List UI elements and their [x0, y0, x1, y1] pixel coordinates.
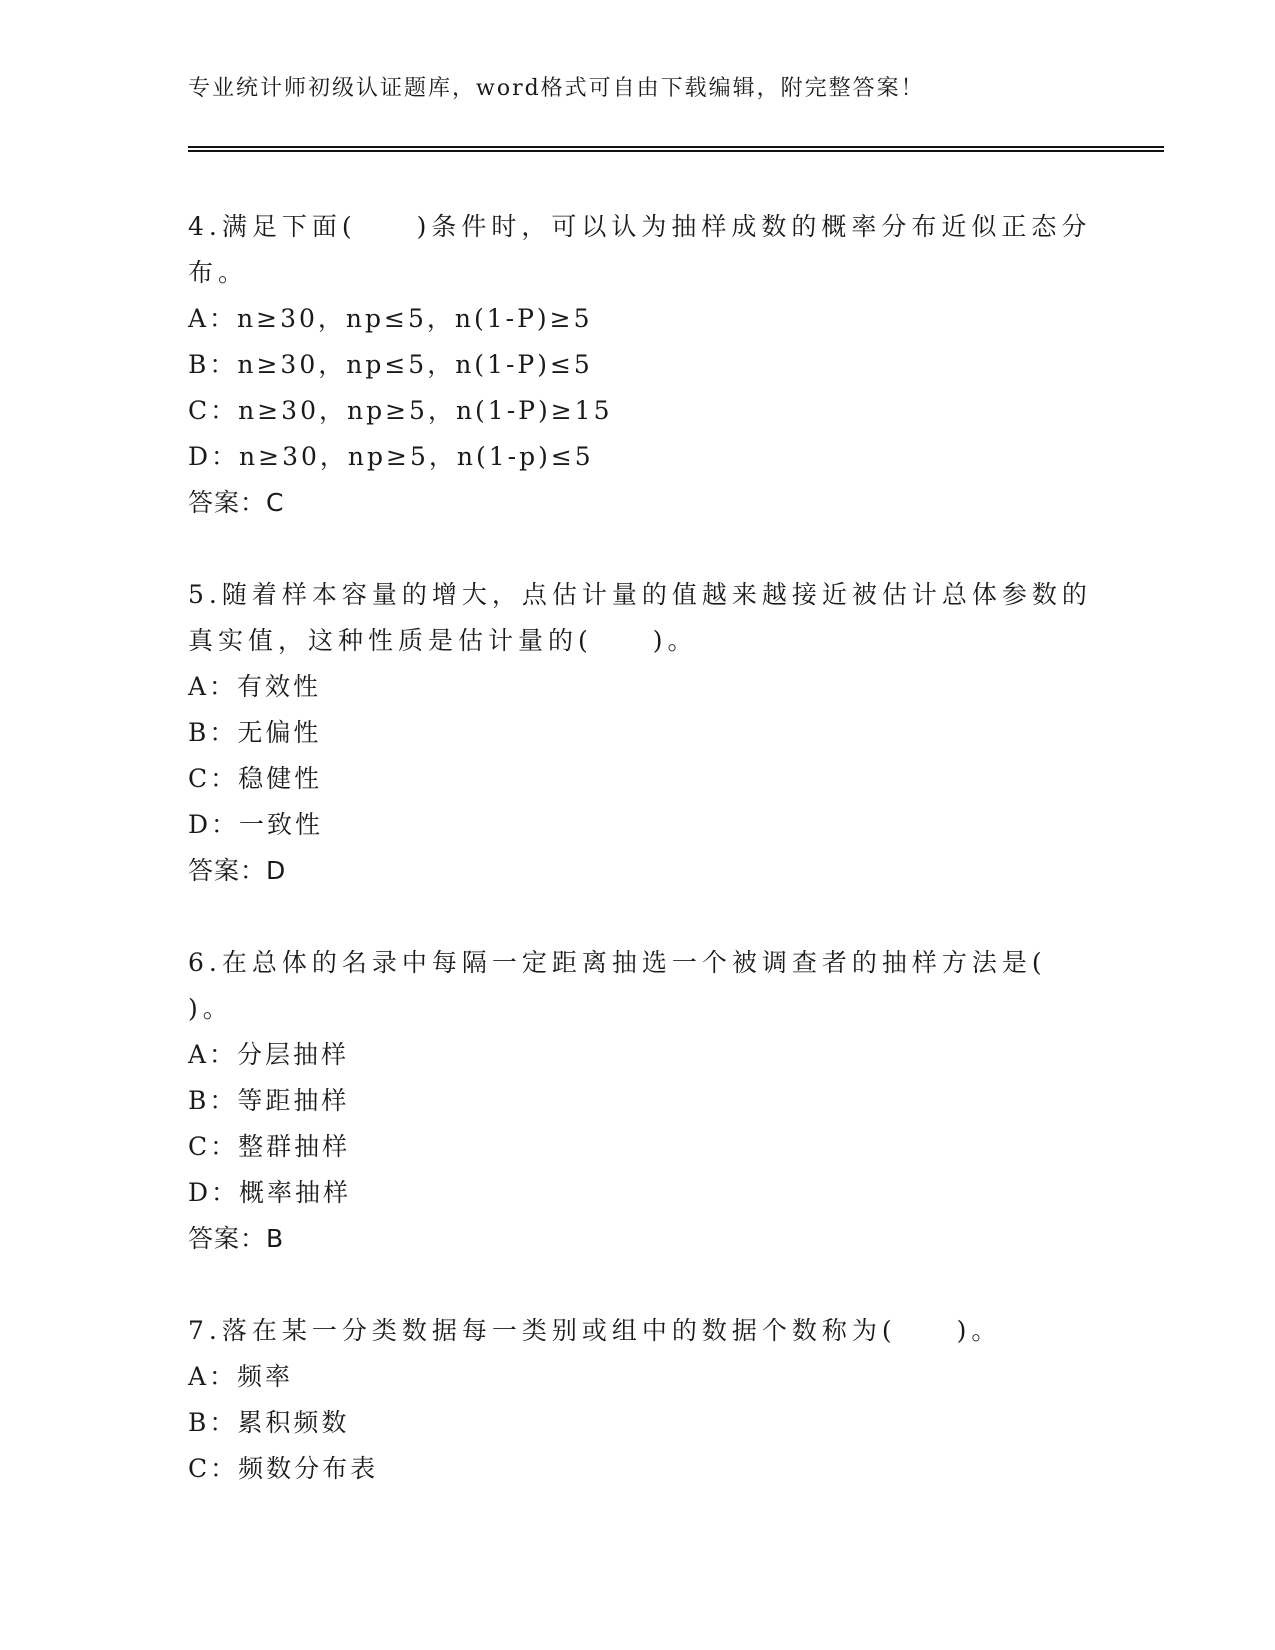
question-4 [188, 204, 1092, 526]
question-text-line: 布。 [188, 258, 249, 287]
answer: 答案：B [188, 1224, 285, 1253]
option-b: B：累积频数 [188, 1408, 350, 1437]
question-text-line: )。 [188, 994, 233, 1023]
question-text-line: 7.落在某一分类数据每一类别或组中的数据个数称为( )。 [188, 1316, 1002, 1345]
option-a: A：有效性 [188, 672, 322, 701]
answer: 答案：D [188, 856, 287, 885]
option-b: B：无偏性 [188, 718, 322, 747]
option-c: C：整群抽样 [188, 1132, 351, 1161]
option-c: C：n≥30，np≥5，n(1-P)≥15 [188, 396, 613, 425]
question-6 [188, 940, 1088, 1262]
question-text-line: 6.在总体的名录中每隔一定距离抽选一个被调查者的抽样方法是( [188, 948, 1047, 977]
option-b: B：n≥30，np≤5，n(1-P)≤5 [188, 350, 593, 379]
question-text-line: 4.满足下面( )条件时，可以认为抽样成数的概率分布近似正态分 [188, 212, 1092, 241]
header-double-rule [188, 146, 1164, 152]
question-list [188, 204, 1092, 1538]
answer: 答案：C [188, 488, 285, 517]
option-d: D：n≥30，np≥5，n(1-p)≤5 [188, 442, 594, 471]
document-header-note: 专业统计师初级认证题库，word格式可自由下载编辑，附完整答案！ [188, 76, 925, 101]
option-d: D：概率抽样 [188, 1178, 352, 1207]
option-a: A：分层抽样 [188, 1040, 350, 1069]
option-d: D：一致性 [188, 810, 324, 839]
question-text-line: 真实值，这种性质是估计量的( )。 [188, 626, 698, 655]
option-a: A：频率 [188, 1362, 294, 1391]
question-text-line: 5.随着样本容量的增大，点估计量的值越来越接近被估计总体参数的 [188, 580, 1092, 609]
option-b: B：等距抽样 [188, 1086, 350, 1115]
option-a: A：n≥30，np≤5，n(1-P)≥5 [188, 304, 593, 333]
question-7 [188, 1308, 1088, 1492]
option-c: C：稳健性 [188, 764, 323, 793]
question-5 [188, 572, 1092, 894]
option-c: C：频数分布表 [188, 1454, 379, 1483]
